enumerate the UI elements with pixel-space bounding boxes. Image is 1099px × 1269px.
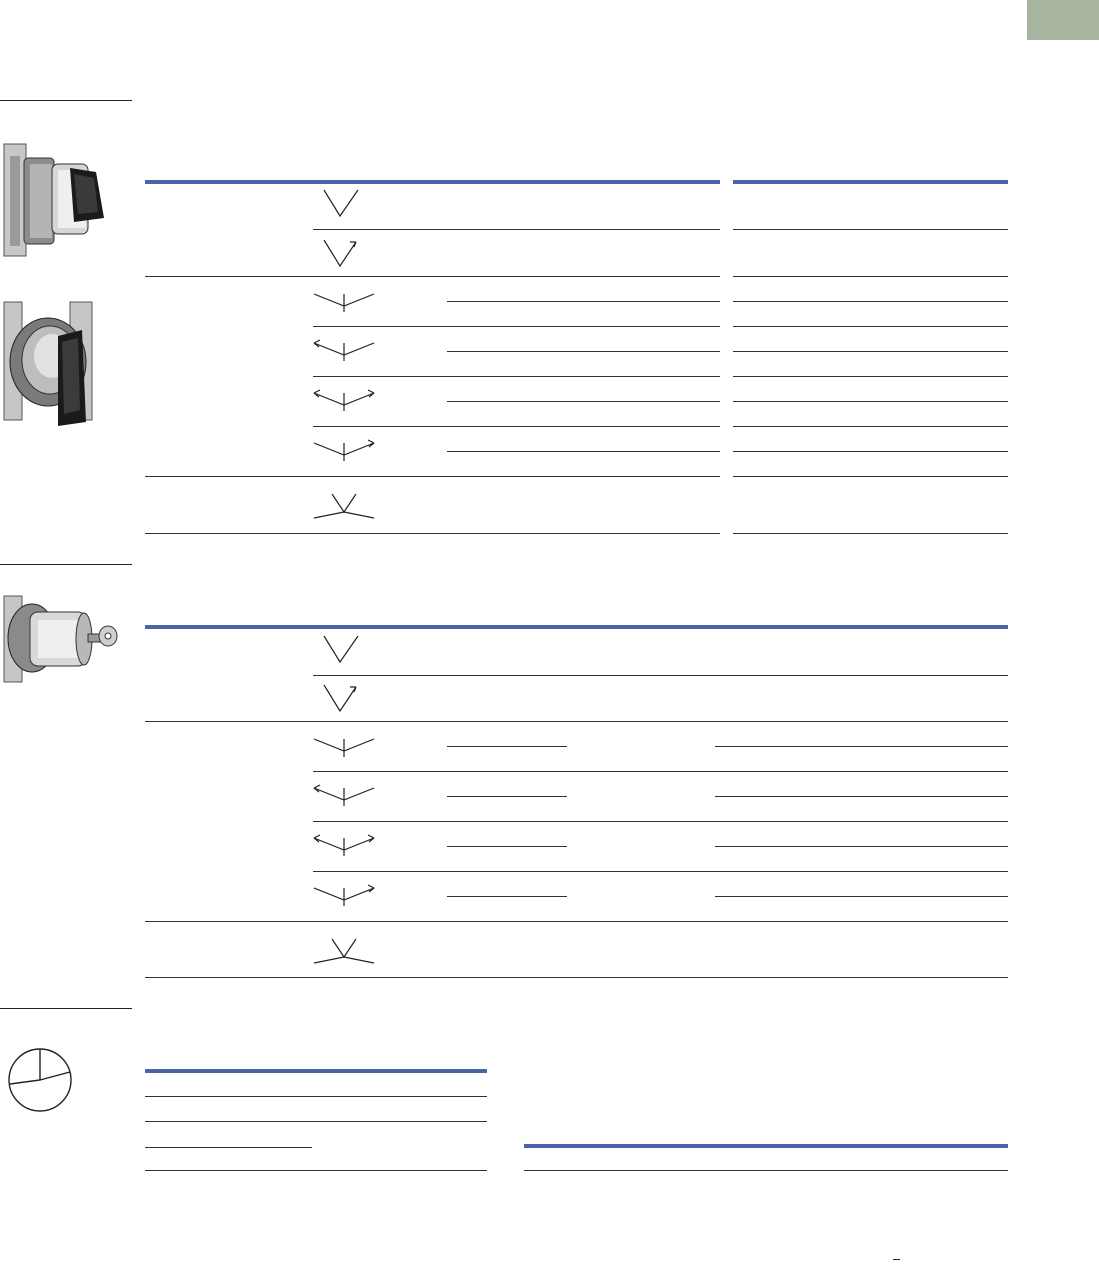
sub-row-divider xyxy=(447,451,720,452)
table-bottom-rule xyxy=(145,977,1008,978)
table-bottom-rule xyxy=(145,533,720,534)
group-divider xyxy=(145,476,720,477)
table-header-rule xyxy=(733,180,1008,184)
footnote-mark xyxy=(893,1259,900,1260)
two-position-spring-return-symbol xyxy=(320,681,364,715)
row-divider xyxy=(145,1096,487,1097)
two-position-spring-return-symbol xyxy=(320,236,364,270)
row-divider xyxy=(733,426,1008,427)
sub-row-divider xyxy=(733,451,1008,452)
section-divider xyxy=(0,1008,132,1009)
row-divider xyxy=(313,871,1008,872)
sub-row-divider xyxy=(715,896,1008,897)
sub-row-divider xyxy=(447,746,567,747)
table-bottom-rule xyxy=(145,1170,487,1171)
group-divider xyxy=(145,921,1008,922)
sub-row-divider xyxy=(447,351,720,352)
three-position-maintained-symbol xyxy=(312,290,382,314)
sub-row-divider xyxy=(715,846,1008,847)
three-position-spring-right-symbol xyxy=(312,882,382,908)
four-position-symbol xyxy=(312,492,378,522)
four-position-symbol xyxy=(312,937,378,967)
key-selector-switch-image xyxy=(0,590,120,686)
group-divider xyxy=(733,276,1008,277)
table-header-rule xyxy=(145,180,720,184)
sub-row-divider xyxy=(733,301,1008,302)
sub-row-divider xyxy=(715,796,1008,797)
table-header-rule xyxy=(524,1144,1008,1148)
table-header-rule xyxy=(145,1069,487,1073)
sub-row-divider xyxy=(715,746,1008,747)
row-divider xyxy=(733,326,1008,327)
table-header-rule xyxy=(145,625,1008,629)
sub-row-divider xyxy=(145,1147,312,1148)
sub-row-divider xyxy=(447,796,567,797)
sub-row-divider xyxy=(733,401,1008,402)
cam-circle-diagram xyxy=(6,1046,74,1114)
row-divider xyxy=(733,229,1008,230)
selector-switch-knob-image xyxy=(0,138,108,260)
sub-row-divider xyxy=(447,301,720,302)
row-divider xyxy=(313,376,720,377)
row-divider xyxy=(145,1121,487,1122)
group-divider xyxy=(733,476,1008,477)
section-divider xyxy=(0,100,132,101)
group-divider xyxy=(145,721,1008,722)
three-position-spring-both-symbol xyxy=(312,832,382,858)
row-divider xyxy=(313,426,720,427)
two-position-maintained-symbol xyxy=(320,634,364,664)
selector-switch-lever-image xyxy=(0,290,100,430)
three-position-spring-both-symbol xyxy=(312,387,382,413)
sub-row-divider xyxy=(447,401,720,402)
group-divider xyxy=(145,276,720,277)
three-position-spring-left-symbol xyxy=(312,337,382,363)
section-tab xyxy=(1027,0,1099,40)
three-position-spring-right-symbol xyxy=(312,437,382,463)
row-divider xyxy=(313,675,1008,676)
sub-row-divider xyxy=(447,846,567,847)
sub-row-divider xyxy=(733,351,1008,352)
table-bottom-rule xyxy=(733,533,1008,534)
three-position-maintained-symbol xyxy=(312,735,382,759)
table-bottom-rule xyxy=(524,1170,1008,1171)
row-divider xyxy=(733,376,1008,377)
row-divider xyxy=(313,771,1008,772)
sub-row-divider xyxy=(447,896,567,897)
section-divider xyxy=(0,564,132,565)
three-position-spring-left-symbol xyxy=(312,782,382,808)
row-divider xyxy=(313,229,720,230)
row-divider xyxy=(313,326,720,327)
row-divider xyxy=(313,821,1008,822)
two-position-maintained-symbol xyxy=(320,188,364,218)
